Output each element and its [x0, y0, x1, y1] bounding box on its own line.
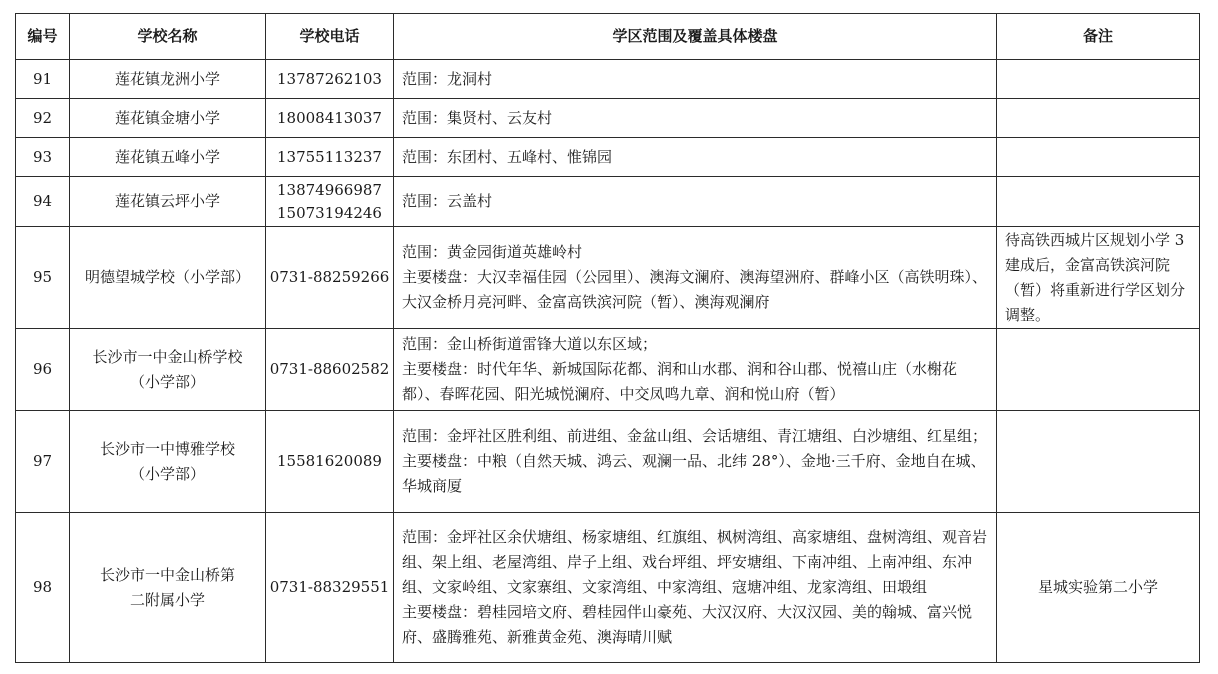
- table-row: [16, 513, 1200, 663]
- school-phone: 15581620089: [266, 411, 394, 513]
- table-row: [16, 60, 1200, 99]
- school-name: 长沙市一中金山桥第二附属小学: [70, 513, 266, 663]
- school-phone: 13755113237: [266, 138, 394, 177]
- school-phone: 0731-88602582: [266, 329, 394, 411]
- table-row: [16, 138, 1200, 177]
- table-row: [16, 227, 1200, 329]
- header-school-name: 学校名称: [70, 14, 266, 60]
- remarks: 星城实验第二小学: [997, 513, 1200, 663]
- row-number: 97: [16, 411, 70, 513]
- district-scope: 范围：龙洞村: [394, 60, 997, 99]
- table-header-row: [16, 14, 1200, 60]
- table-row: [16, 177, 1200, 227]
- header-district-scope: 学区范围及覆盖具体楼盘: [394, 14, 997, 60]
- table-row: [16, 99, 1200, 138]
- table-row: [16, 329, 1200, 411]
- row-number: 94: [16, 177, 70, 227]
- remarks: [997, 138, 1200, 177]
- school-phone: 18008413037: [266, 99, 394, 138]
- school-phone-primary: 13874966987: [277, 180, 382, 199]
- school-phone-secondary: 15073194246: [277, 203, 382, 222]
- header-remarks: 备注: [997, 14, 1200, 60]
- school-name: 莲花镇云坪小学: [70, 177, 266, 227]
- row-number: 95: [16, 227, 70, 329]
- district-scope-cell: [394, 329, 997, 411]
- row-number: 98: [16, 513, 70, 663]
- row-number: 92: [16, 99, 70, 138]
- school-phone: 13787262103: [266, 60, 394, 99]
- remarks: [997, 329, 1200, 411]
- district-scope-cell: [394, 411, 997, 513]
- header-number: 编号: [16, 14, 70, 60]
- remarks: 待高铁西城片区规划小学 3 建成后，金富高铁滨河院（暂）将重新进行学区划分调整。: [997, 227, 1200, 329]
- district-scope-cell: [394, 513, 997, 663]
- remarks: [997, 60, 1200, 99]
- district-scope: 范围：东团村、五峰村、惟锦园: [394, 138, 997, 177]
- school-phone: 0731-88329551: [266, 513, 394, 663]
- main-estates: 主要楼盘：中粮（自然天城、鸿云、观澜一品、北纬 28°）、金地·三千府、金地自在城、华城商厦: [402, 452, 986, 495]
- main-estates: 主要楼盘：碧桂园培文府、碧桂园伴山豪苑、大汉汉府、大汉汉园、美的翰城、富兴悦府、盛腾雅苑、新雅黄金苑、澳海晴川赋: [402, 603, 973, 646]
- main-estates: 主要楼盘：大汉幸福佳园（公园里）、澳海文澜府、澳海望洲府、群峰小区（高铁明珠）、大汉金桥月亮河畔、金富高铁滨河院（暂）、澳海观澜府: [402, 268, 988, 311]
- school-name: 莲花镇五峰小学: [70, 138, 266, 177]
- school-phone: [266, 177, 394, 227]
- school-name: 长沙市一中博雅学校（小学部）: [70, 411, 266, 513]
- district-scope: 范围：金坪社区余伏塘组、杨家塘组、红旗组、枫树湾组、高家塘组、盘树湾组、观音岩组、架上组、老屋湾组、岸子上组、戏台坪组、坪安塘组、下南冲组、上南冲组、东冲组、文家岭组、文家寨组、文家湾组、中家湾组、寇塘冲组、龙家湾组、田塅组: [402, 528, 988, 596]
- school-name: 明德望城学校（小学部）: [70, 227, 266, 329]
- school-name: 莲花镇龙洲小学: [70, 60, 266, 99]
- school-name: 长沙市一中金山桥学校（小学部）: [70, 329, 266, 411]
- row-number: 93: [16, 138, 70, 177]
- district-scope: 范围：黄金园街道英雄岭村: [402, 243, 583, 261]
- school-phone: 0731-88259266: [266, 227, 394, 329]
- school-name: 莲花镇金塘小学: [70, 99, 266, 138]
- school-district-table: [15, 13, 1200, 663]
- remarks: [997, 411, 1200, 513]
- main-estates: 主要楼盘：时代年华、新城国际花都、润和山水郡、润和谷山郡、悦禧山庄（水榭花都）、春晖花园、阳光城悦澜府、中交凤鸣九章、润和悦山府（暂）: [402, 360, 958, 403]
- row-number: 91: [16, 60, 70, 99]
- table-row: [16, 411, 1200, 513]
- row-number: 96: [16, 329, 70, 411]
- district-scope: 范围：金山桥街道雷锋大道以东区域；: [402, 335, 658, 353]
- district-scope: 范围：金坪社区胜利组、前进组、金盆山组、会话塘组、青江塘组、白沙塘组、红星组；: [402, 427, 988, 445]
- remarks: [997, 177, 1200, 227]
- header-school-phone: 学校电话: [266, 14, 394, 60]
- remarks: [997, 99, 1200, 138]
- district-scope-cell: [394, 227, 997, 329]
- district-scope: 范围：集贤村、云友村: [394, 99, 997, 138]
- district-scope: 范围：云盖村: [394, 177, 997, 227]
